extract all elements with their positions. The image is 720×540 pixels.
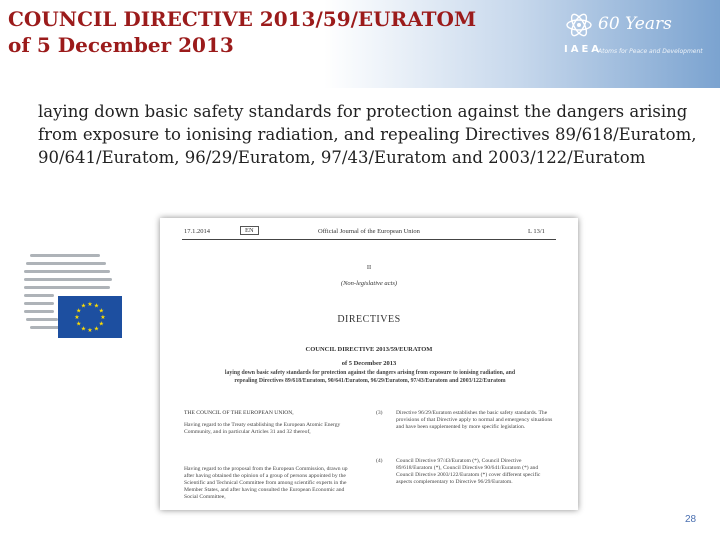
logo-stripe	[26, 262, 106, 265]
logo-stripe	[26, 318, 58, 321]
doc-right-para-1: Directive 96/29/Euratom establishes the basic safety standards. The provisions of that Directive apply to normal and emergency situations and have been supplemented by more specific legislation.	[396, 410, 553, 430]
doc-journal: Official Journal of the European Union	[318, 228, 420, 235]
european-commission-logo	[24, 252, 124, 342]
page-title	[8, 6, 476, 58]
doc-section-note: (Non-legislative acts)	[340, 280, 398, 287]
doc-language: EN	[240, 226, 259, 235]
doc-left-heading: THE COUNCIL OF THE EUROPEAN UNION,	[184, 410, 294, 416]
eu-star-icon: ★	[80, 302, 87, 310]
header-rule	[182, 239, 556, 240]
doc-right-num-2: (4)	[376, 458, 383, 464]
eu-star-icon: ★	[76, 320, 82, 328]
title-line-1: COUNCIL DIRECTIVE 2013/59/EURATOM	[8, 7, 477, 31]
logo-stripe	[24, 286, 110, 289]
logo-stripe	[24, 294, 54, 297]
anniversary-label: 60 Years	[598, 14, 672, 34]
doc-date: 17.1.2014	[184, 228, 210, 235]
eu-star-icon: ★	[93, 325, 100, 333]
logo-stripe	[24, 302, 54, 305]
doc-left-para-1: Having regard to the Treaty establishing the European Atomic Energy Community, and in particular Articles 31 and 32 thereof,	[184, 422, 341, 435]
eu-flag-icon	[58, 296, 122, 338]
logo-stripe	[24, 278, 112, 281]
eu-star-icon: ★	[98, 307, 104, 315]
logo-stripe	[24, 270, 110, 273]
eu-star-icon: ★	[100, 314, 106, 321]
doc-left-para-2: Having regard to the proposal from the European Commission, drawn up after having obtained the opinion of a group of persons appointed by the Scientific and Technical Committee from among scientific experts in the Member States, and after having consulted the European Economic and Social Committee,	[184, 466, 348, 500]
doc-reference: L 13/1	[528, 228, 545, 235]
doc-directive-title: COUNCIL DIRECTIVE 2013/59/EURATOM	[305, 346, 433, 353]
doc-section: II	[366, 264, 372, 271]
logo-stripe	[30, 326, 60, 329]
logo-tagline: Atoms for Peace and Development	[598, 48, 703, 55]
eu-star-icon: ★	[93, 302, 100, 310]
document-thumbnail	[160, 218, 578, 510]
logo-stripe	[24, 310, 54, 313]
iaea-wordmark: IAEA	[564, 44, 603, 55]
iaea-logo	[562, 8, 712, 60]
page-number: 28	[685, 514, 697, 525]
atom-emblem-icon	[564, 10, 594, 42]
doc-right-para-2: Council Directive 97/43/Euratom (*), Council Directive 89/618/Euratom (*), Council Directive 90/641/Euratom (*) and Council Directive 2003/122/Euratom (*) cover different specific aspects complementary to Directive 96/29/Euratom.	[396, 458, 541, 485]
doc-heading: DIRECTIVES	[337, 314, 401, 325]
doc-directive-date: of 5 December 2013	[341, 360, 397, 367]
eu-star-icon: ★	[76, 307, 82, 315]
logo-stripe	[30, 254, 100, 257]
title-line-2: of 5 December 2013	[8, 33, 234, 57]
eu-star-icon: ★	[98, 320, 104, 328]
doc-right-num-1: (3)	[376, 410, 383, 416]
directive-subtitle: laying down basic safety standards for protection against the dangers arising from exposure to ionising radiation, and repealing Directives 89/618/Euratom, 90/641/Euratom, 96/29/Euratom, 97/43/Euratom and 2003/122/Euratom	[38, 102, 697, 167]
eu-star-icon: ★	[87, 327, 93, 334]
eu-star-icon: ★	[74, 314, 80, 321]
doc-directive-desc: laying down basic safety standards for protection against the dangers arising from exposure to ionising radiation, and repealing Directives 89/618/Euratom, 90/641/Euratom, 96/29/Euratom, 97/43/Euratom and 2003/122/Euratom	[224, 370, 516, 384]
eu-star-icon: ★	[80, 325, 87, 333]
eu-star-icon: ★	[87, 301, 93, 308]
